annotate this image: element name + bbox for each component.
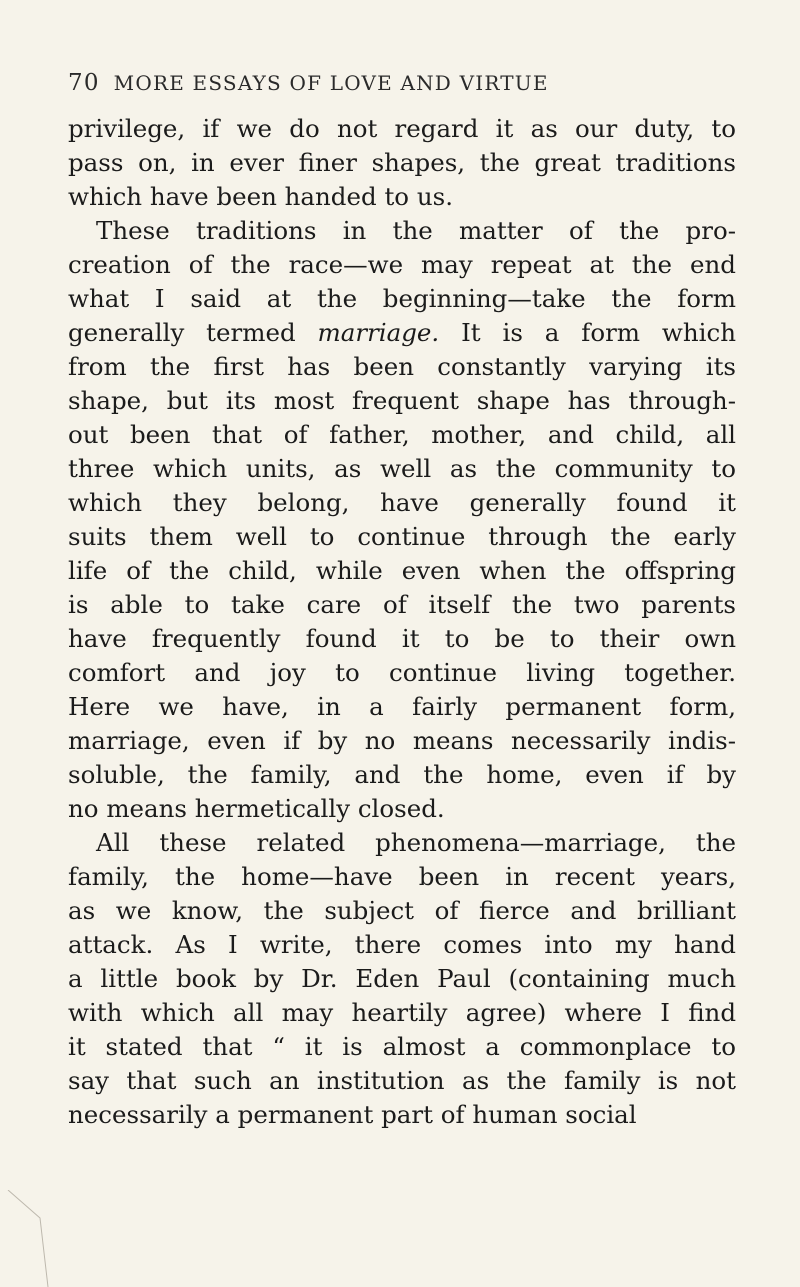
text-line: from the first has been constantly varying its [68, 352, 736, 381]
text-line: is able to take care of itself the two parents [68, 590, 736, 619]
text-line: marriage, even if by no means necessarily indis- [68, 726, 736, 755]
text-line: pass on, in ever finer shapes, the great traditions [68, 148, 736, 177]
text-line: creation of the race—we may repeat at the end [68, 250, 736, 279]
text-line: These traditions in the matter of the pro- [96, 216, 736, 245]
text-line: life of the child, while even when the offspring [68, 556, 736, 585]
text-line: attack. As I write, there comes into my hand [68, 930, 736, 959]
text-line: out been that of father, mother, and child, all [68, 420, 736, 449]
page-number: 70 [68, 70, 100, 96]
text-line: privilege, if we do not regard it as our duty, to [68, 114, 736, 143]
text-line: shape, but its most frequent shape has through- [68, 386, 736, 415]
text-line: necessarily a permanent part of human social [68, 1100, 637, 1129]
text-line: no means hermetically closed. [68, 794, 445, 823]
text-line: All these related phenomena—marriage, the [96, 828, 736, 857]
text-line: have frequently found it to be to their own [68, 624, 736, 653]
paper-scratch-mark [0, 1190, 60, 1287]
italic-term: marriage. [317, 318, 440, 347]
text-line: with which all may heartily agree) where I find [68, 998, 736, 1027]
text-line: three which units, as well as the community to [68, 454, 736, 483]
text-line: which have been handed to us. [68, 182, 453, 211]
text-line: suits them well to continue through the early [68, 522, 736, 551]
text-line: what I said at the beginning—take the form [68, 284, 736, 313]
text-line: comfort and joy to continue living together. [68, 658, 736, 687]
text-line: which they belong, have generally found it [68, 488, 736, 517]
text-line: say that such an institution as the family is not [68, 1066, 736, 1095]
body-text [68, 112, 736, 1132]
running-header [68, 70, 738, 110]
text-line: it stated that “ it is almost a commonplace to [68, 1032, 736, 1061]
text-line: soluble, the family, and the home, even if by [68, 760, 736, 789]
text-line: Here we have, in a fairly permanent form, [68, 692, 736, 721]
text-line: a little book by Dr. Eden Paul (containing much [68, 964, 736, 993]
text-line: family, the home—have been in recent years, [68, 862, 736, 891]
running-title: MORE ESSAYS OF LOVE AND VIRTUE [113, 71, 549, 95]
text-line: generally termed marriage. It is a form which [68, 318, 737, 347]
text-line: as we know, the subject of fierce and brilliant [68, 896, 736, 925]
